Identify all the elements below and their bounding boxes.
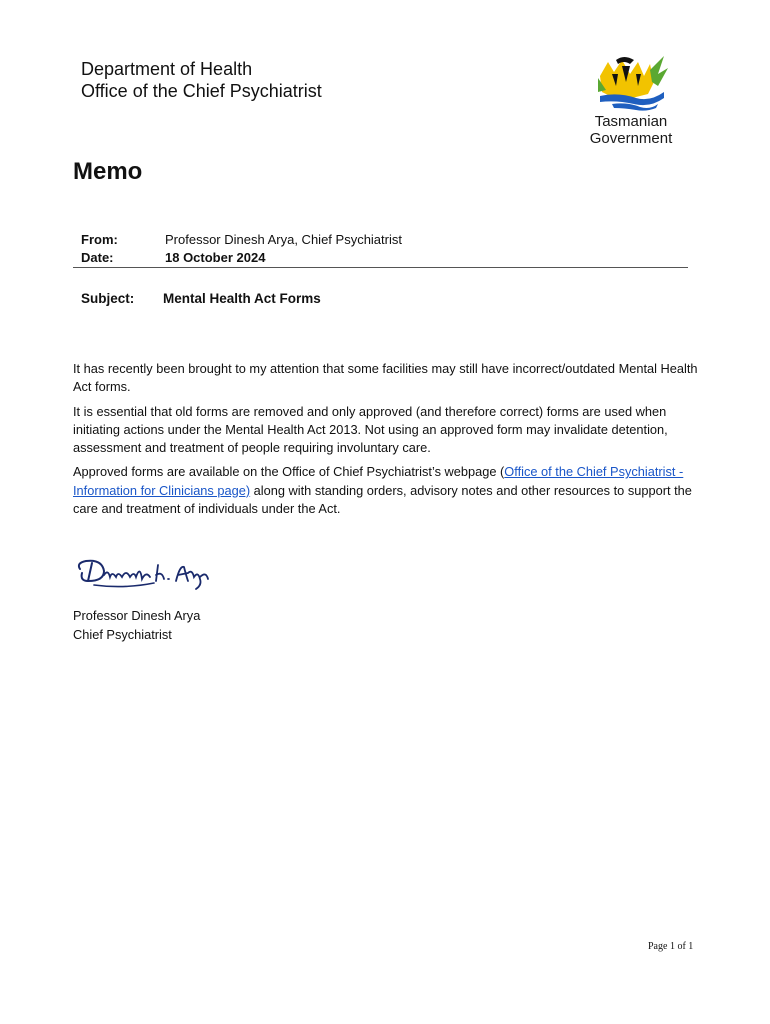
logo-line-government: Government [589, 130, 673, 147]
handwritten-signature [74, 555, 214, 595]
date-value: 18 October 2024 [165, 250, 266, 265]
from-value: Professor Dinesh Arya, Chief Psychiatrist [165, 232, 402, 247]
paragraph-1: It has recently been brought to my attention that some facilities may still have incorrect/outdated Mental Health Act forms. [73, 361, 698, 395]
subject-value: Mental Health Act Forms [163, 291, 321, 306]
subject-row [81, 291, 321, 306]
signatory-title: Chief Psychiatrist [73, 626, 172, 642]
paragraph-2: It is essential that old forms are removed and only approved (and therefore correct) forms are used when initiating actions under the Mental Health Act 2013. Not using an approved form may invalidate detention, assessment and treatment of people requiring involuntary care. [73, 403, 668, 456]
logo-wordmark [578, 113, 684, 147]
header-divider [73, 267, 688, 268]
department-header [81, 58, 322, 102]
signatory-block [73, 607, 200, 644]
paragraph-3-start: Approved forms are available on the Office of Chief Psychiatrist’s webpage ( [73, 464, 505, 480]
signature-icon [74, 555, 214, 595]
paragraph-3 [73, 463, 698, 518]
memo-meta [81, 231, 402, 267]
from-row [81, 231, 402, 249]
from-label: From: [81, 232, 118, 247]
date-label: Date: [81, 250, 114, 265]
signatory-name: Professor Dinesh Arya [73, 608, 201, 623]
subject-label: Subject: [81, 291, 135, 306]
logo-line-tasmanian: Tasmanian [594, 113, 668, 130]
thylacine-logo-icon [578, 52, 684, 112]
memo-body [73, 360, 698, 524]
clinicians-page-link[interactable]: Office of the Chief Psychiatrist - Information for Clinicians page) [73, 464, 684, 498]
tasmanian-government-logo [578, 52, 688, 148]
date-row [81, 249, 402, 267]
memo-title: Memo [73, 158, 143, 185]
department-name: Department of Health [81, 59, 253, 79]
office-name: Office of the Chief Psychiatrist [81, 81, 322, 101]
paragraph-3-end: along with standing orders, advisory notes and other resources to support the care and treatment of individuals under the Act. [73, 482, 692, 517]
page-number: Page 1 of 1 [648, 941, 694, 952]
